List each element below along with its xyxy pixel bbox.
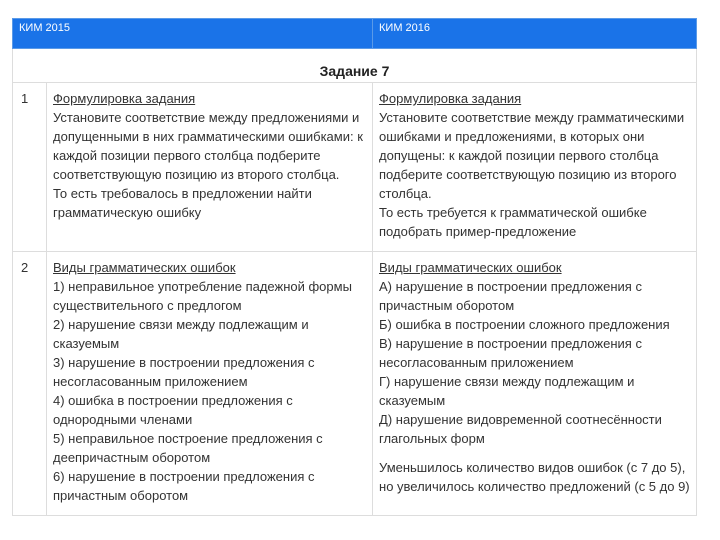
cell-line: Установите соответствие между грамматическими <box>379 110 685 125</box>
row-number: 1 <box>13 83 47 252</box>
cell-line: 3) нарушение в построении предложения с <box>53 355 315 370</box>
cell-line: То есть требовалось в предложении найти <box>53 186 312 201</box>
cell-heading: Формулировка задания <box>379 91 522 106</box>
cell-line: соответствующую позицию из второго столбца. <box>53 167 340 182</box>
cell-line: А) нарушение в построении предложения с <box>379 279 642 294</box>
cell-line: 1) неправильное употребление падежной формы <box>53 279 352 294</box>
cell-line: Д) нарушение видовременной соотнесённости <box>379 412 662 427</box>
cell-line: То есть требуется к грамматической ошибке <box>379 205 647 220</box>
cell-line: деепричастным оборотом <box>53 450 211 465</box>
header-kim-2015: КИМ 2015 <box>13 19 373 49</box>
cell-2015-wording <box>47 83 373 252</box>
cell-line: 6) нарушение в построении предложения с <box>53 469 315 484</box>
cell-line: каждой позиции первого столбца подберите <box>53 148 321 163</box>
cell-line: столбца. <box>379 186 432 201</box>
cell-2015-error-types <box>47 252 373 516</box>
task-title-row <box>13 49 697 83</box>
cell-line: несогласованным приложением <box>379 355 574 370</box>
cell-line: Установите соответствие между предложениями и <box>53 110 360 125</box>
cell-line: В) нарушение в построении предложения с <box>379 336 642 351</box>
note-line: Уменьшилось количество видов ошибок (с 7 до 5), <box>379 460 686 475</box>
cell-line: причастным оборотом <box>53 488 189 503</box>
header-kim-2016: КИМ 2016 <box>373 19 697 49</box>
cell-line: причастным оборотом <box>379 298 515 313</box>
table-row <box>13 252 697 516</box>
cell-line: существительного с предлогом <box>53 298 242 313</box>
cell-line: 4) ошибка в построении предложения с <box>53 393 293 408</box>
table-row <box>13 83 697 252</box>
cell-line: Г) нарушение связи между подлежащим и <box>379 374 635 389</box>
row-number: 2 <box>13 252 47 516</box>
cell-heading: Виды грамматических ошибок <box>53 260 236 275</box>
cell-2016-wording <box>373 83 697 252</box>
cell-heading: Виды грамматических ошибок <box>379 260 562 275</box>
cell-line: сказуемым <box>379 393 446 408</box>
cell-line: ошибками и предложениями, в которых они <box>379 129 645 144</box>
cell-line: Б) ошибка в построении сложного предложения <box>379 317 670 332</box>
cell-line: однородными членами <box>53 412 193 427</box>
task-title: Задание 7 <box>13 49 697 83</box>
cell-line: допущены: к каждой позиции первого столбца <box>379 148 659 163</box>
cell-line: подберите соответствующую позицию из второго <box>379 167 677 182</box>
cell-line: подобрать пример-предложение <box>379 224 577 239</box>
cell-line: 2) нарушение связи между подлежащим и <box>53 317 309 332</box>
cell-line: глагольных форм <box>379 431 485 446</box>
cell-2016-error-types <box>373 252 697 516</box>
cell-line: несогласованным приложением <box>53 374 248 389</box>
cell-line: грамматическую ошибку <box>53 205 202 220</box>
table-header-row <box>13 19 697 49</box>
comparison-table <box>12 18 697 516</box>
spacer <box>379 448 690 458</box>
cell-line: 5) неправильное построение предложения с <box>53 431 323 446</box>
cell-line: сказуемым <box>53 336 120 351</box>
note-line: но увеличилось количество предложений (с 5 до 9) <box>379 479 690 494</box>
cell-line: допущенными в них грамматическими ошибками: к <box>53 129 363 144</box>
cell-heading: Формулировка задания <box>53 91 196 106</box>
